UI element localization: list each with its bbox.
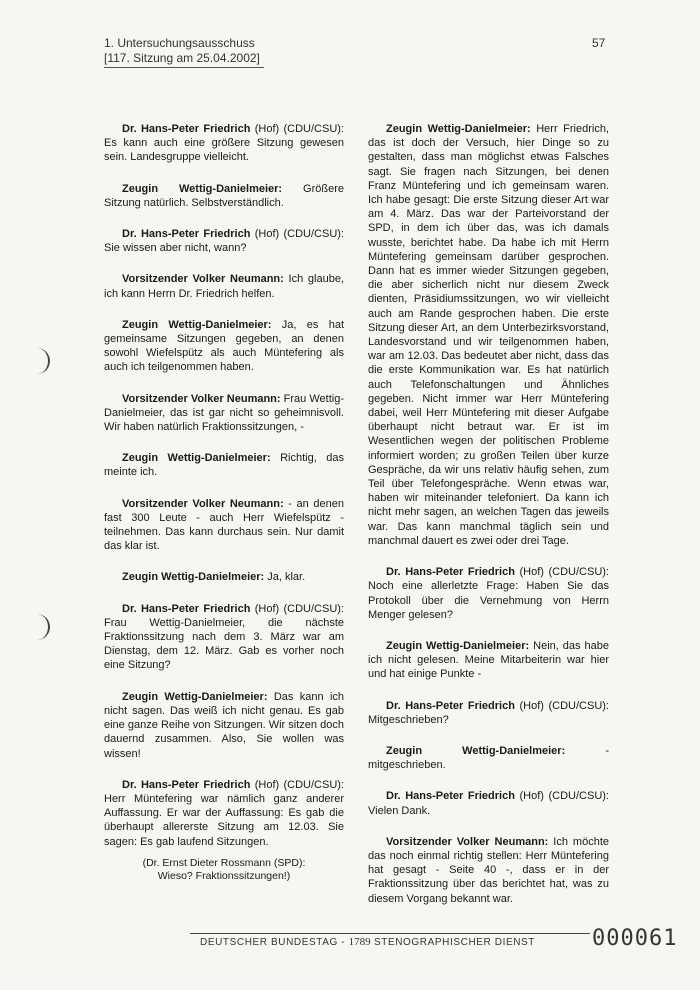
speaker-name: Dr. Hans-Peter Friedrich [386, 699, 515, 712]
interjection [104, 857, 344, 883]
archive-stamp-number: 000061 [592, 926, 678, 951]
speaker-name: Vorsitzender Volker Neumann: [122, 392, 281, 405]
statement-text: - an denen fast 300 Leute - auch Herr Wiefelspütz - teilnehmen. Das kann durchaus sein. Nur damit das klar ist. [104, 497, 344, 553]
statement-text: (Hof) (CDU/CSU): Frau Wettig-Danielmeier, die nächste Fraktionssitzung nach dem 3. März war am Dienstag, dem 12. März. Gab es vorher noch eine Sitzung? [104, 602, 344, 672]
statement [368, 699, 609, 727]
statement [104, 570, 344, 584]
speaker-name: Vorsitzender Volker Neumann: [386, 835, 549, 848]
statement-text: - mitgeschrieben. [368, 744, 609, 772]
statement [104, 318, 344, 375]
statement [104, 392, 344, 435]
statement-text: Ja, es hat gemeinsame Sitzungen gegeben, an denen sowohl Wiefelspütz als auch Müntefering als auch ich teilgenommen haben. [104, 318, 344, 374]
statement-text: Ja, klar. [264, 571, 306, 584]
speaker-name: Dr. Hans-Peter Friedrich [122, 123, 251, 135]
speaker-name: Zeugin Wettig-Danielmeier: [122, 452, 271, 465]
interjection-line: (Dr. Ernst Dieter Rossmann (SPD): [142, 856, 306, 869]
statement-text: Größere Sitzung natürlich. Selbstverständlich. [104, 182, 344, 209]
speaker-name: Dr. Hans-Peter Friedrich [386, 790, 515, 803]
statement-text: Richtig, das meinte ich. [104, 452, 344, 479]
speaker-name: Dr. Hans-Peter Friedrich [122, 228, 251, 241]
speaker-name: Zeugin Wettig-Danielmeier: [122, 318, 272, 331]
speaker-name: Vorsitzender Volker Neumann: [122, 497, 284, 510]
statement [368, 835, 609, 906]
punch-hole-mark [34, 614, 50, 640]
statement [104, 451, 344, 479]
statement [368, 744, 609, 772]
speaker-name: Dr. Hans-Peter Friedrich [122, 602, 251, 615]
speaker-name: Zeugin Wettig-Danielmeier: [386, 123, 531, 135]
interjection-line: Wieso? Fraktionssitzungen!) [157, 869, 291, 882]
speaker-name: Dr. Hans-Peter Friedrich [386, 566, 515, 579]
punch-hole-mark [34, 348, 50, 374]
statement-text: (Hof) (CDU/CSU): Noch eine allerletzte Frage: Haben Sie das Protokoll über die Vernehmung von Herrn Menger gelesen? [368, 566, 609, 621]
statement [104, 122, 344, 165]
statement-text: Ich glaube, ich kann Herrn Dr. Friedrich helfen. [104, 273, 344, 300]
session-info: [117. Sitzung am 25.04.2002] [104, 51, 260, 65]
statement-text: Nein, das habe ich nicht gelesen. Meine Mitarbeiterin war hier und hat einige Punkte - [368, 639, 609, 681]
statement [368, 789, 609, 817]
page-header [104, 36, 260, 66]
speaker-name: Zeugin Wettig-Danielmeier: [386, 639, 530, 652]
footer-left-text: DEUTSCHER BUNDESTAG - [200, 937, 349, 948]
speaker-name: Zeugin Wettig-Danielmeier: [122, 182, 283, 195]
statement-text: (Hof) (CDU/CSU): Es kann auch eine größere Sitzung gewesen sein. Landesgruppe vielleicht. [104, 123, 344, 164]
speaker-name: Zeugin Wettig-Danielmeier: [122, 690, 268, 703]
statement [104, 497, 344, 554]
speaker-name: Zeugin Wettig-Danielmeier: [122, 571, 265, 584]
speaker-name: Zeugin Wettig-Danielmeier: [386, 744, 566, 757]
statement [368, 639, 609, 682]
footer-rule [190, 933, 590, 934]
statement-text: Herr Friedrich, das ist doch der Versuch, hier Dinge so zu gestalten, dass man möglichst etwas Falsches sagt. Sie fragen nach Sitzungen, bei denen Franz Müntefering und ich gemeinsam waren. Ich habe gesagt: Die erste Sitzung dieser Art war am 4. März. Das war der Parteivorstand der SPD, in dem ich über das, was ich damals wusste, berichtet habe. Da habe ich mit Herrn Müntefering gemeinsam darüber gesprochen. Dann hat es immer wieder Sitzungen gegeben, die aber sicherlich nicht nur diesem Zweck dienten, Präsidiumssitzungen, wo wir vielleicht auch am Rande gesprochen haben. Die erste Sitzung dieser Art, an dem Unterbezirksvorstand, Landesvorstand und wir teilgenommen haben, war am 12.03. Das bedeutet aber nicht, dass das die erste Kommunikation war. Es hat natürlich auch Telefonschaltungen und Ähnliches gegeben. Nicht immer war Herr Müntefering dabei, weil Herr Müntefering mit dieser Aufgabe überhaupt nicht betraut war. Er ist im Wesentlichen wegen der politischen Probleme informiert worden; zu großen Teilen über kurze Gespräche, da wir uns relativ häufig sehen, zum Teil über Telefongespräche. Wenn etwas war, haben wir miteinander telefoniert. Da kann ich nicht mehr sagen, an welchen Tagen das jeweils war. Das kann manchmal täglich sein und manchmal dauert es zwei oder drei Tage. [368, 123, 609, 547]
page-footer [200, 936, 535, 948]
statement [104, 602, 344, 673]
statement [104, 182, 344, 210]
right-column [368, 122, 609, 923]
header-rule [104, 67, 264, 68]
statement [368, 122, 609, 548]
statement [104, 227, 344, 255]
statement [368, 565, 609, 622]
footer-number: 1789 [348, 936, 371, 948]
statement [104, 272, 344, 300]
left-column [104, 122, 344, 897]
committee-name: 1. Untersuchungsausschuss [104, 36, 255, 50]
statement-text: (Hof) (CDU/CSU): Sie wissen aber nicht, wann? [104, 228, 344, 255]
speaker-name: Vorsitzender Volker Neumann: [122, 273, 284, 286]
statement-text: Frau Wettig-Danielmeier, das ist gar nicht so geheimnisvoll. Wir haben natürlich Fraktionssitzungen, - [104, 392, 344, 434]
statement-text: Das kann ich nicht sagen. Das weiß ich nicht genau. Es gab eine ganze Reihe von Sitzungen. Wir sitzen doch dauernd zusammen. Also, Sie wollen was wissen! [104, 690, 344, 760]
statement-text: (Hof) (CDU/CSU): Mitgeschrieben? [368, 699, 609, 726]
statement [104, 778, 344, 849]
page-number: 57 [592, 36, 606, 50]
statement-text: (Hof) (CDU/CSU): Vielen Dank. [368, 790, 609, 817]
speaker-name: Dr. Hans-Peter Friedrich [122, 778, 251, 791]
footer-right-text: STENOGRAPHISCHER DIENST [370, 937, 536, 948]
statement [104, 690, 344, 761]
statement-text: (Hof) (CDU/CSU): Herr Müntefering war nämlich ganz anderer Auffassung. Er war der Auffassung: Es gab die überhaupt allererste Sitzung am 12.03. Sie sagen: Es gab laufend Sitzungen. [104, 778, 344, 848]
statement-text: Ich möchte das noch einmal richtig stellen: Herr Müntefering hat gesagt - Seite 40 -, dass er in der Fraktionssitzung über das berichtet hat, was zu diesem Vorgang bekannt war. [368, 835, 609, 905]
